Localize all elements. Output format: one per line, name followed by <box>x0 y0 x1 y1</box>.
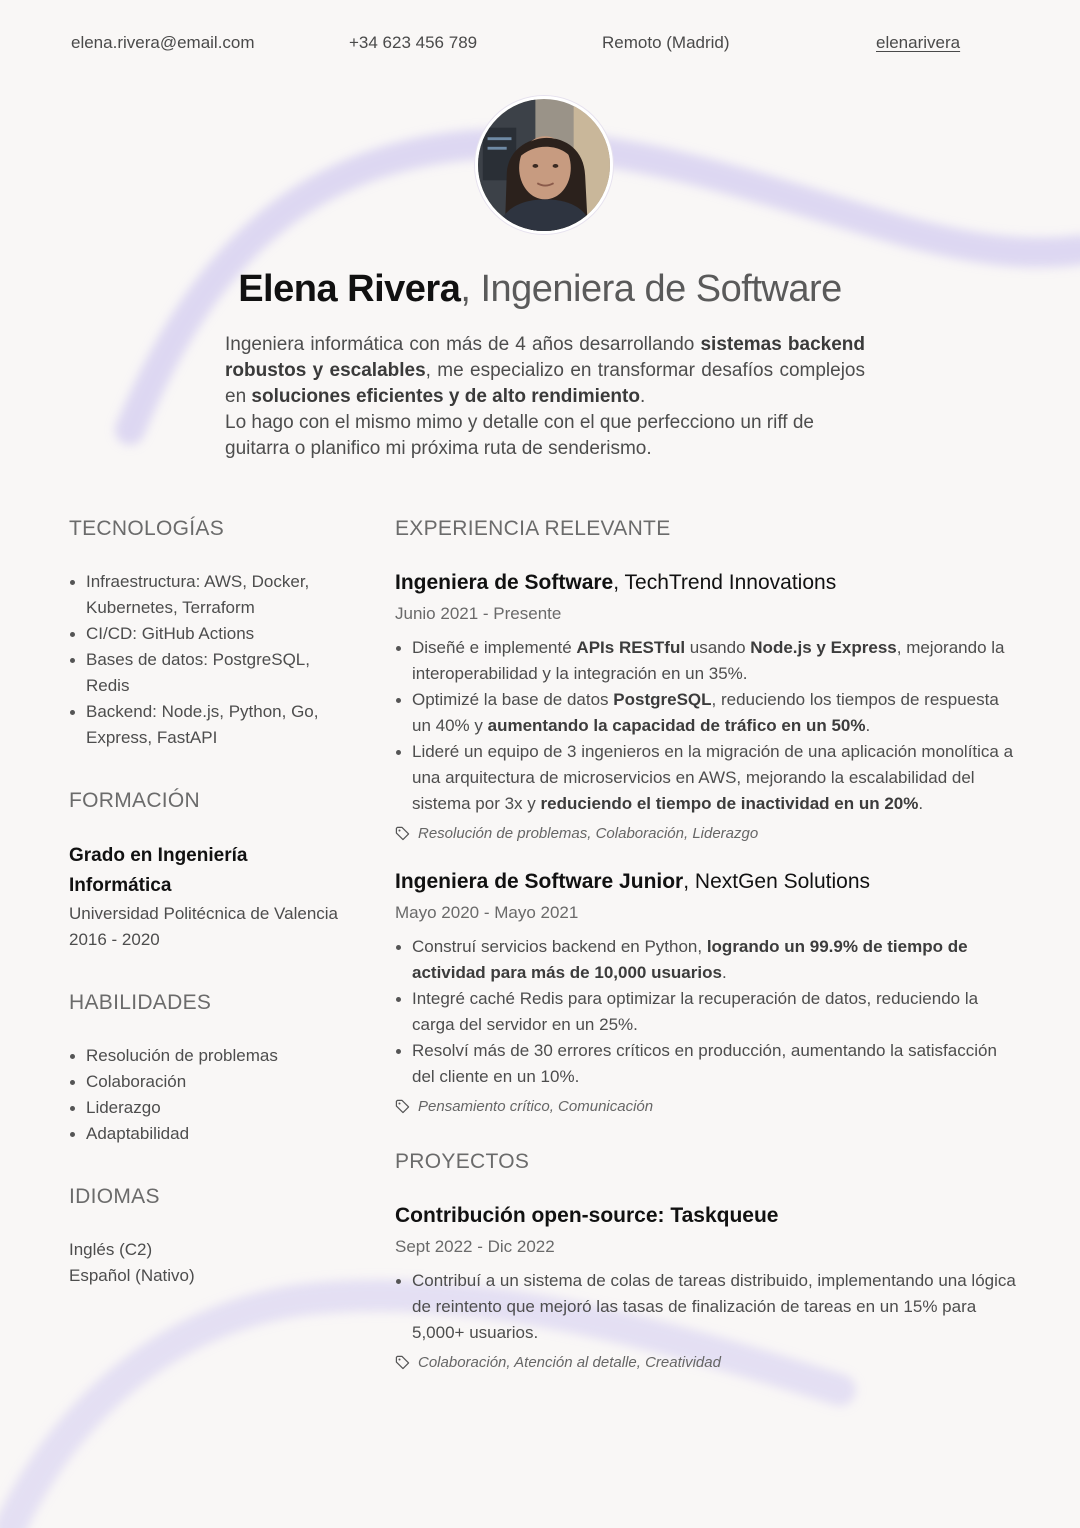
summary-hobbies: Lo hago con el mismo mimo y detalle con el que perfecciono un riff de guitarra o planifico mi próxima ruta de senderismo. <box>225 412 814 459</box>
tags-text: Colaboración, Atención al detalle, Creatividad <box>418 1354 721 1371</box>
education-degree: Grado en Ingeniería Informática <box>69 845 248 896</box>
profile-photo <box>475 96 613 234</box>
text: . <box>918 794 924 813</box>
section-title: IDIOMAS <box>69 1185 160 1208</box>
list-item: Adaptabilidad <box>69 1121 339 1147</box>
contact-location: Remoto (Madrid) <box>602 33 730 52</box>
list-item: Colaboración <box>69 1069 339 1095</box>
list-item <box>395 1038 1020 1090</box>
tag-icon <box>395 826 410 841</box>
skills-section <box>69 990 339 1147</box>
list-item <box>395 635 1020 687</box>
project-heading <box>395 1202 1020 1230</box>
page-title <box>0 268 1080 311</box>
job-tags <box>395 825 1020 842</box>
project-dates: Sept 2022 - Dic 2022 <box>395 1237 555 1256</box>
title-separator: , <box>460 268 471 310</box>
project-achievements <box>395 1268 1020 1346</box>
job-company: , NextGen Solutions <box>683 870 870 893</box>
tag-icon <box>395 1099 410 1114</box>
list-item: Backend: Node.js, Python, Go, Express, FastAPI <box>69 699 339 751</box>
text: , mejorando la interoperabilidad y la integración en un 35%. <box>412 638 1005 683</box>
job-tags <box>395 1098 1020 1115</box>
summary-text: Ingeniera informática con más de 4 años desarrollando <box>225 334 701 355</box>
text: . <box>865 716 871 735</box>
list-item <box>395 1268 1020 1346</box>
contact-phone[interactable]: +34 623 456 789 <box>349 33 478 52</box>
skills-list <box>69 1043 339 1147</box>
highlight: APIs RESTful <box>576 638 686 657</box>
list-item <box>395 934 1020 986</box>
list-item: Liderazgo <box>69 1095 339 1121</box>
list-item <box>395 739 1020 817</box>
section-title: HABILIDADES <box>69 991 212 1014</box>
language-item: Español (Nativo) <box>69 1266 195 1285</box>
profile-summary <box>225 332 865 462</box>
tags-text: Resolución de problemas, Colaboración, Liderazgo <box>418 825 759 842</box>
projects-section <box>395 1149 1020 1371</box>
project-entry <box>395 1202 1020 1371</box>
technologies-section <box>69 516 339 751</box>
job-achievements <box>395 934 1020 1090</box>
tags-text: Pensamiento crítico, Comunicación <box>418 1098 654 1115</box>
section-title: FORMACIÓN <box>69 789 201 812</box>
highlight: logrando un 99.9% de tiempo de actividad para más de 10,000 usuarios <box>412 937 968 982</box>
portrait-image <box>478 99 610 231</box>
text: usando <box>685 638 751 657</box>
left-column <box>69 516 339 1326</box>
text: Diseñé e implementé <box>412 638 577 657</box>
text: . <box>721 963 727 982</box>
job-entry <box>395 569 1020 842</box>
text: Contribuí a un sistema de colas de tareas distribuido, implementando una lógica de reintento que mejoró las tasas de finalización de tareas en un 15% para 5,000+ usuarios. <box>412 1271 1016 1342</box>
list-item <box>395 986 1020 1038</box>
project-tags <box>395 1354 1020 1371</box>
job-entry <box>395 868 1020 1115</box>
highlight: Node.js y Express <box>750 638 897 657</box>
summary-highlight: soluciones eficientes y de alto rendimiento <box>251 386 640 407</box>
education-section <box>69 788 339 953</box>
job-title: Ingeniera de Software <box>395 571 614 594</box>
technologies-list <box>69 569 339 751</box>
text: Integré caché Redis para optimizar la recuperación de datos, reduciendo la carga del servidor en un 25%. <box>412 989 979 1034</box>
contact-email[interactable]: elena.rivera@email.com <box>71 33 255 52</box>
list-item: Bases de datos: PostgreSQL, Redis <box>69 647 339 699</box>
highlight: aumentando la capacidad de tráfico en un 50% <box>487 716 866 735</box>
list-item: CI/CD: GitHub Actions <box>69 621 339 647</box>
job-dates: Junio 2021 - Presente <box>395 604 562 623</box>
job-company: , TechTrend Innovations <box>613 571 837 594</box>
text: Lideré un equipo de 3 ingenieros en la migración de una aplicación monolítica a una arquitectura de microservicios en AWS, mejorando la escalabilidad del sistema por 3x y <box>412 742 1014 813</box>
contact-website-link[interactable]: elenarivera <box>876 33 961 52</box>
section-title: TECNOLOGÍAS <box>69 517 224 540</box>
right-column <box>395 516 1020 1385</box>
highlight: reduciendo el tiempo de inactividad en un 20% <box>540 794 919 813</box>
education-school: Universidad Politécnica de Valencia <box>69 904 339 923</box>
text: Construí servicios backend en Python, <box>412 937 707 956</box>
job-achievements <box>395 635 1020 817</box>
languages-section <box>69 1184 339 1289</box>
person-role: Ingeniera de Software <box>480 268 842 310</box>
summary-highlight: sistemas backend robustos y escalables <box>225 334 865 381</box>
summary-text: . <box>639 386 646 407</box>
text: , reduciendo los tiempos de respuesta un 40% y <box>412 690 999 735</box>
text: Resolví más de 30 errores críticos en producción, aumentando la satisfacción del cliente en un 10%. <box>412 1041 997 1086</box>
highlight: PostgreSQL <box>613 690 712 709</box>
list-item: Infraestructura: AWS, Docker, Kubernetes, Terraform <box>69 569 339 621</box>
education-years: 2016 - 2020 <box>69 930 160 949</box>
text: Optimizé la base de datos <box>412 690 614 709</box>
job-dates: Mayo 2020 - Mayo 2021 <box>395 903 579 922</box>
project-title: Contribución open-source: Taskqueue <box>395 1204 779 1227</box>
job-title: Ingeniera de Software Junior <box>395 870 684 893</box>
job-heading <box>395 868 1020 896</box>
list-item <box>395 687 1020 739</box>
section-title: PROYECTOS <box>395 1150 530 1173</box>
summary-text: , me especializo en transformar desafíos complejos en <box>225 360 865 407</box>
tag-icon <box>395 1355 410 1370</box>
section-title: EXPERIENCIA RELEVANTE <box>395 517 671 540</box>
experience-section <box>395 516 1020 1115</box>
language-item: Inglés (C2) <box>69 1240 153 1259</box>
person-name: Elena Rivera <box>238 268 461 310</box>
job-heading <box>395 569 1020 597</box>
list-item: Resolución de problemas <box>69 1043 339 1069</box>
